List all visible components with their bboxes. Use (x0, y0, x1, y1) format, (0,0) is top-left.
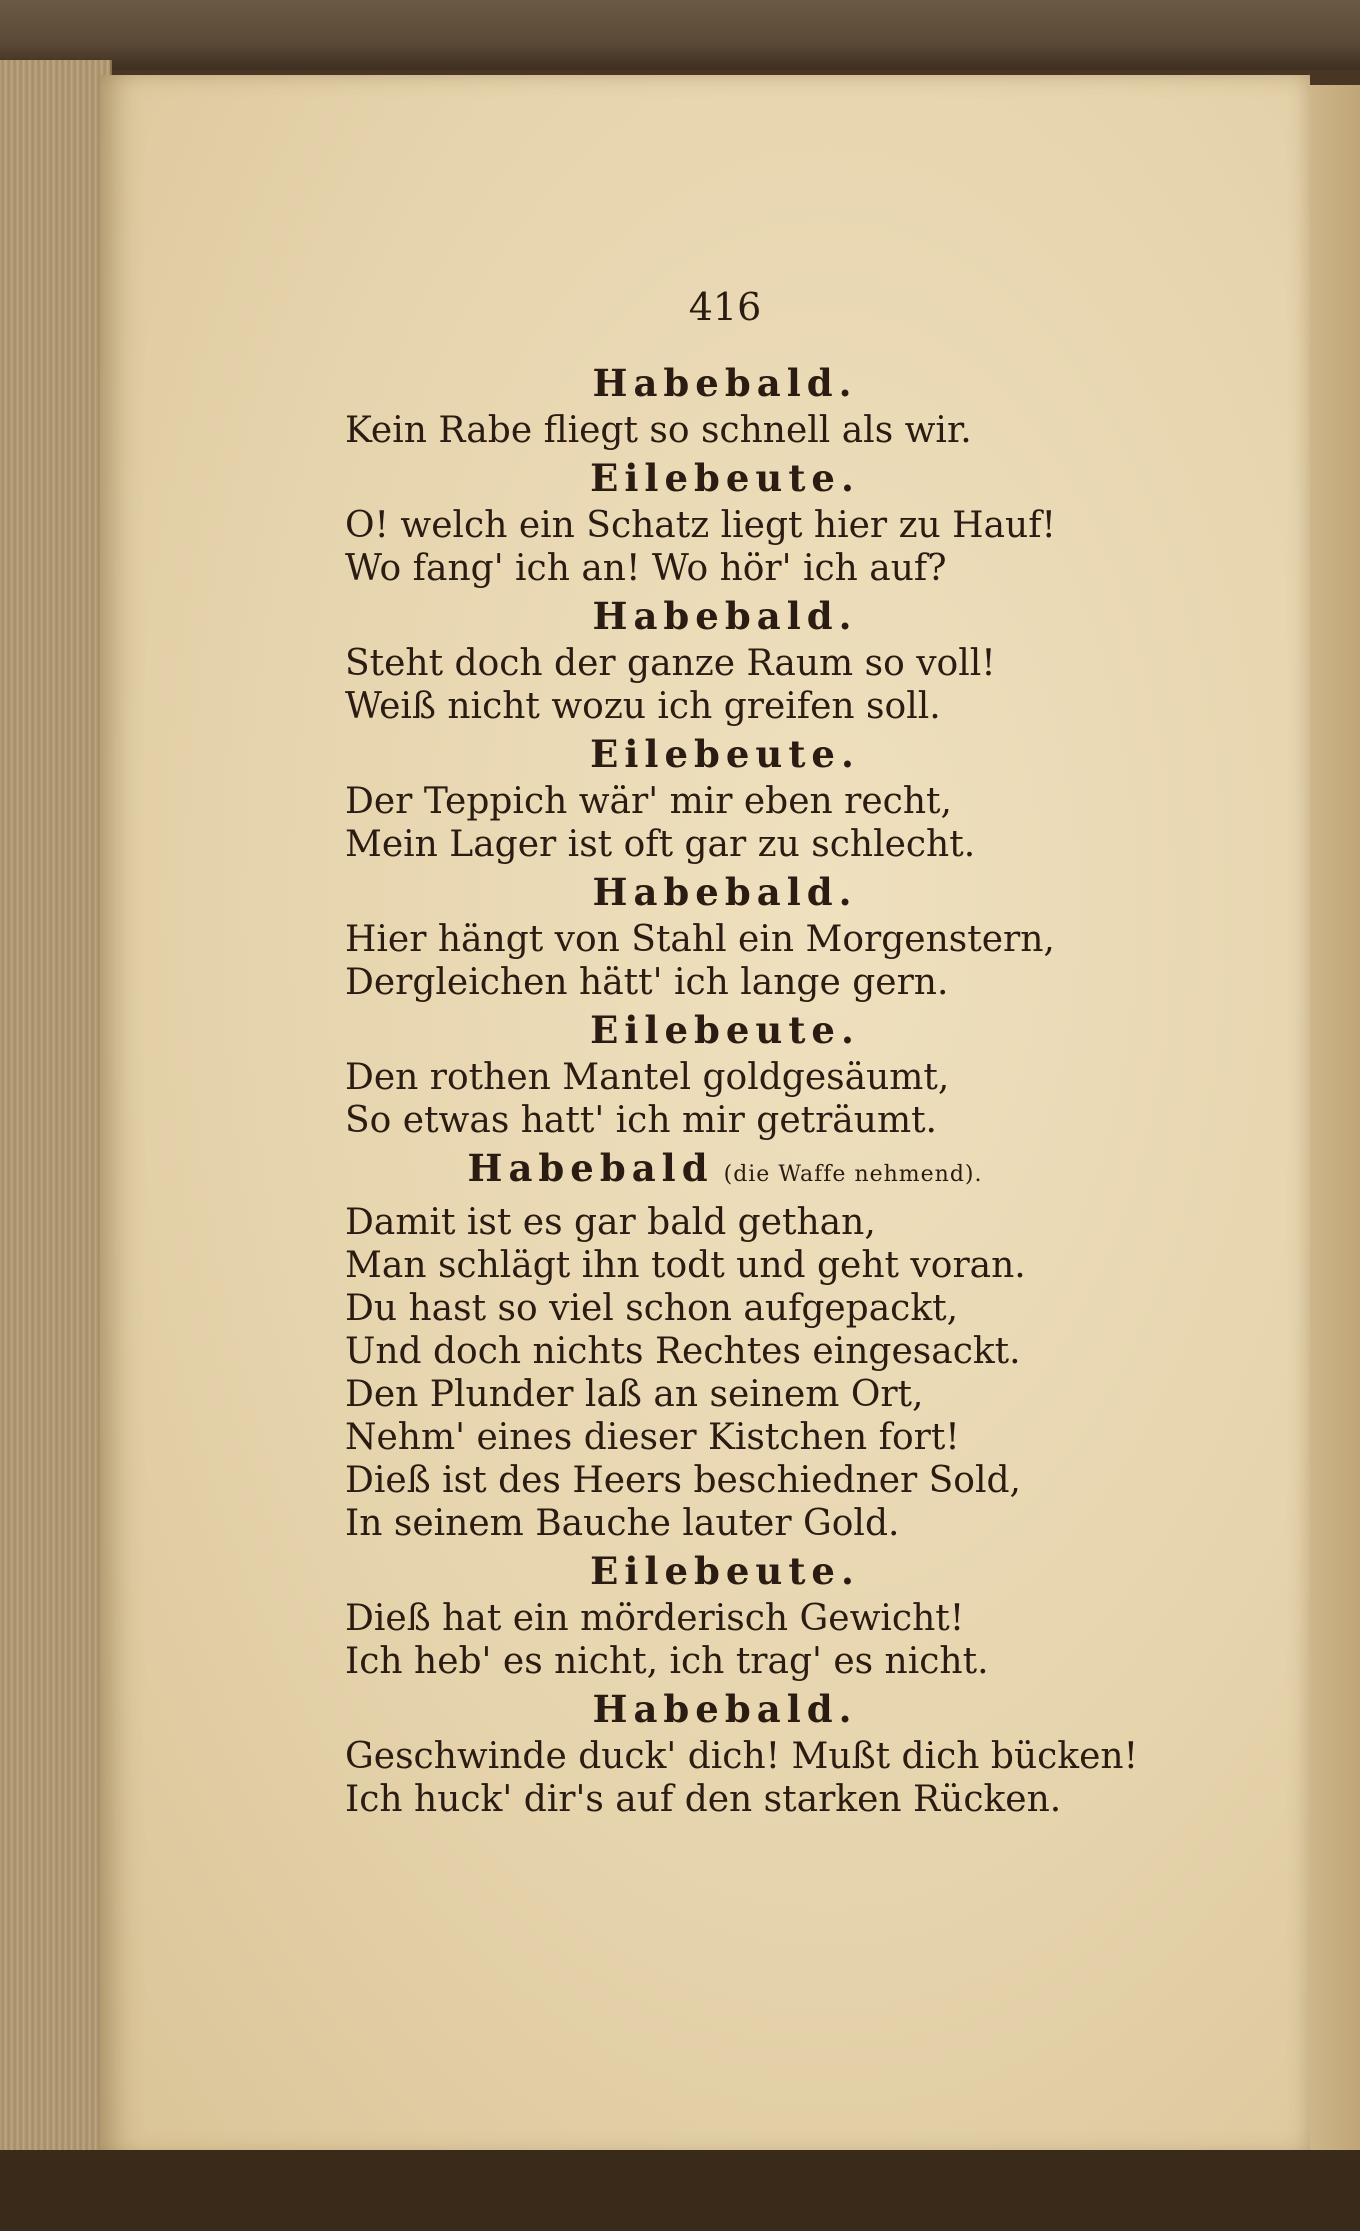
speaker-name (345, 730, 1105, 778)
verse-line: Den rothen Mantel goldgesäumt, (345, 1057, 950, 1098)
speaker-label: Eilebeute. (590, 456, 860, 500)
page-content (345, 285, 1139, 1821)
speaker-name (345, 1006, 1105, 1054)
speaker-label: Habebald. (592, 594, 858, 638)
verse-line: Steht doch der ganze Raum so voll! (345, 643, 996, 684)
speaker-name (345, 1547, 1105, 1595)
verse-line: Man schlägt ihn todt und geht voran. (345, 1245, 1026, 1286)
speaker-name (345, 1144, 1105, 1199)
book-cover-top (0, 0, 1360, 70)
verse-line: Hier hängt von Stahl ein Morgenstern, (345, 919, 1055, 960)
speaker-label: Eilebeute. (590, 732, 860, 776)
verse-line: Weiß nicht wozu ich greifen soll. (345, 686, 941, 727)
verse-line: Dergleichen hätt' ich lange gern. (345, 962, 949, 1003)
verse-line: Dieß ist des Heers beschiedner Sold, (345, 1460, 1021, 1501)
page-number: 416 (688, 285, 762, 329)
verse-line: Ich heb' es nicht, ich trag' es nicht. (345, 1641, 989, 1682)
verse-line: Wo fang' ich an! Wo hör' ich auf? (345, 548, 947, 589)
page-stack-edge (0, 60, 112, 2170)
book-bottom-edge (0, 2150, 1360, 2231)
dialogue (345, 359, 1139, 1821)
verse-line: Geschwinde duck' dich! Mußt dich bücken! (345, 1736, 1139, 1777)
speaker-label: Habebald. (592, 870, 858, 914)
verse-line: Du hast so viel schon aufgepackt, (345, 1288, 959, 1329)
speaker-name (345, 454, 1105, 502)
verse-line: Kein Rabe fliegt so schnell als wir. (345, 410, 972, 451)
verse-line: In seinem Bauche lauter Gold. (345, 1503, 900, 1544)
verse-line: Der Teppich wär' mir eben recht, (345, 781, 952, 822)
verse-line: Den Plunder laß an seinem Ort, (345, 1374, 924, 1415)
speaker-label: Eilebeute. (590, 1549, 860, 1593)
verse-line: Nehm' eines dieser Kistchen fort! (345, 1417, 960, 1458)
speaker-name (345, 1685, 1105, 1733)
speaker-label: Habebald. (592, 1687, 858, 1731)
facing-page-edge (1310, 85, 1360, 2155)
speaker-name (345, 359, 1105, 407)
verse-line: O! welch ein Schatz liegt hier zu Hauf! (345, 505, 1057, 546)
verse-line: Dieß hat ein mörderisch Gewicht! (345, 1598, 965, 1639)
verse-line: Ich huck' dir's auf den starken Rücken. (345, 1779, 1062, 1820)
speaker-label: Habebald (467, 1146, 714, 1190)
speaker-name (345, 592, 1105, 640)
verse-line: Und doch nichts Rechtes eingesackt. (345, 1331, 1021, 1372)
speaker-name (345, 868, 1105, 916)
stage-direction: (die Waffe nehmend). (723, 1162, 983, 1187)
speaker-label: Eilebeute. (590, 1008, 860, 1052)
speaker-label: Habebald. (592, 361, 858, 405)
verse-line: Damit ist es gar bald gethan, (345, 1202, 876, 1243)
verse-line: Mein Lager ist oft gar zu schlecht. (345, 824, 976, 865)
verse-line: So etwas hatt' ich mir geträumt. (345, 1100, 937, 1141)
